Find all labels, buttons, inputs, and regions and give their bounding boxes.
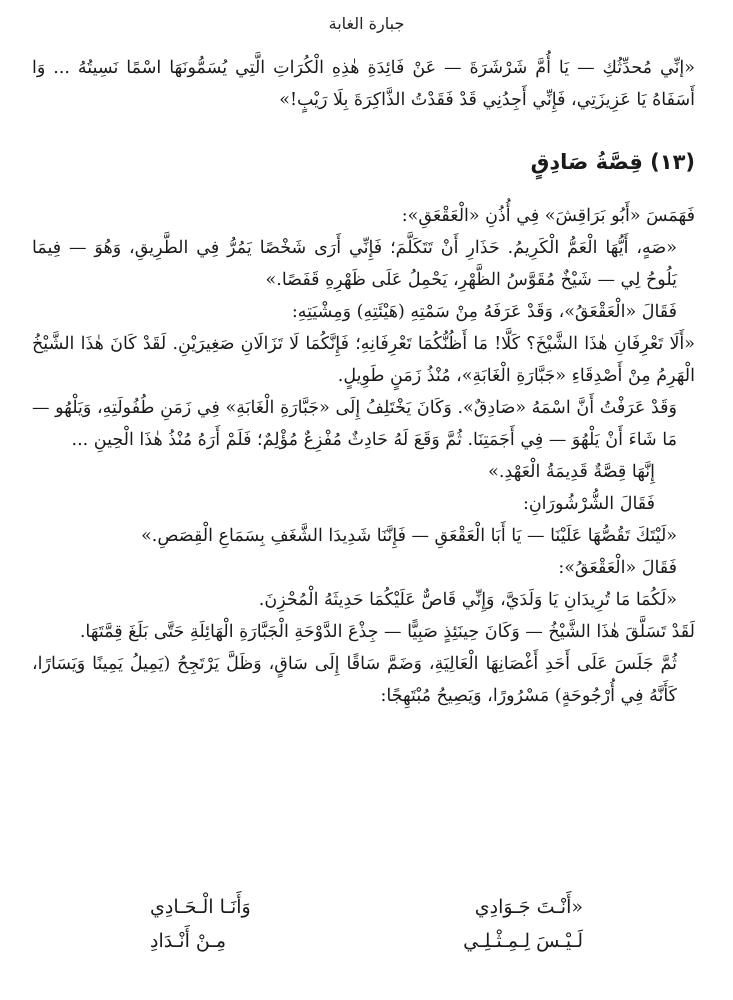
paragraph: «لَيْتَكَ تَقُصُّهَا عَلَيْنَا — يَا أَبَا الْعَقْعَقِ — فَإِنَّنَا شَدِيدَا الشَّغَفِ بِسَمَاعِ الْقِصَصِ.» [141, 526, 677, 546]
verse-line [150, 924, 583, 958]
chapter-title: (١٣) قِصَّةُ صَادِقٍ [530, 150, 695, 174]
paragraph: فَهَمَسَ «أَبُو بَرَاقِشَ» فِي أُذُنِ «الْعَقْعَقِ»: [401, 206, 695, 226]
paragraph: فَقَالَ «الْعَقْعَقُ»، وَقَدْ عَرَفَهُ مِنْ سَمْتِهِ (هَيْئَتِهِ) وَمِشْيَتِهِ: [291, 302, 677, 322]
paragraph: ثُمَّ جَلَسَ عَلَى أَحَدِ أَغْصَانِهَا الْعَالِيَةِ، وَضَمَّ سَاقًا إِلَى سَاقٍ، وَظَلَّ يَرْتَجِحُ (يَمِيلُ يَمِينًا وَيَسَارًا، كَأَنَّهُ فِي أُرْجُوحَةٍ) مَسْرُورًا، وَيَصِيحُ مُبْتَهِجًا: [32, 654, 677, 706]
running-header: جبارة الغابة [328, 14, 405, 33]
paragraph: «أَلَا تَعْرِفَانِ هٰذَا الشَّيْخَ؟ كَلَّا! مَا أَظُنُّكُمَا تَعْرِفَانِهِ؛ فَإِنَّكُمَا لَا تَزَالَانِ صَغِيرَيْنِ. لَقَدْ كَانَ هٰذَا الشَّيْخُ الْهَرِمُ مِنْ أَصْدِقَاءِ «جَبَّارَةِ الْغَابَةِ»، مُنْذُ زَمَنٍ طَوِيلٍ. [32, 334, 695, 386]
paragraph: «لَكُمَا مَا تُرِيدَانِ يَا وَلَدَيَّ، وَإِنِّي قَاصٌّ عَلَيْكُمَا حَدِيثَهُ الْمُحْزِنَ. [258, 590, 677, 610]
verse-hemistich-right: لَـيْـسَ لِـمِـثْـلِـي [463, 930, 583, 952]
verse-line [150, 890, 583, 924]
paragraph: وَقَدْ عَرَفْتُ أَنَّ اسْمَهُ «صَادِقٌ». وَكَانَ يَخْتَلِفُ إِلَى «جَبَّارَةِ الْغَابَةِ» فِي زَمَنِ طُفُولَتِهِ، وَيَلْهُو — مَا شَاءَ أَنْ يَلْهُوَ — فِي أَجَمَتِنَا. ثُمَّ وَقَعَ لَهُ حَادِثٌ مُفْزِعٌ مُؤْلِمٌ؛ فَلَمْ أَرَهُ مُنْذُ هٰذَا الْحِينِ ... [32, 398, 677, 450]
paragraph: فَقَالَ الشُّرْشُورَانِ: [522, 494, 655, 514]
verse-hemistich-left: وَأَنَـا الْـحَـادِي [150, 896, 251, 918]
paragraph: فَقَالَ «الْعَقْعَقُ»: [558, 558, 677, 578]
paragraph: إِنَّهَا قِصَّةٌ قَدِيمَةُ الْعَهْدِ.» [488, 462, 655, 482]
verse-hemistich-left: مِـنْ أَنْـدَادِ [150, 930, 227, 952]
paragraph: لَقَدْ تَسَلَّقَ هٰذَا الشَّيْخُ — وَكَانَ حِينَئِذٍ صَبِيًّا — جِذْعَ الدَّوْحَةِ الْجَبَّارَةِ الْهَائِلَةِ حَتَّى بَلَغَ قِمَّتَهَا. [79, 622, 695, 642]
body-text [32, 52, 695, 712]
paragraph-intro: «إنِّي مُحدِّثُكِ — يَا أُمَّ شَرْشَرَةَ — عَنْ فَائِدَةِ هٰذِهِ الْكُرَاتِ الَّتِي يُسَمُّونَهَا اسْمًا نَسِيتُهُ ... وَا أَسَفَاهُ يَا عَزِيزَتِي، فَإِنِّي أَجِدُنِي قَدْ فَقَدْتُ الذَّاكِرَةَ بِلَا رَيْبٍ!» [32, 58, 695, 110]
verse [150, 890, 583, 958]
paragraph: «صَهٍ، أَيُّهَا الْعَمُّ الْكَرِيمُ. حَذَارِ أَنْ تَتَكَلَّمَ؛ فَإِنِّي أَرَى شَخْصًا يَمُرُّ فِي الطَّرِيقِ، وَهُوَ — فِيمَا يَلُوحُ لِي — شَيْخٌ مُقَوَّسُ الظَّهْرِ، يَحْمِلُ عَلَى ظَهْرِهِ قَفَصًا.» [32, 238, 677, 290]
verse-hemistich-right: «أَنْـتَ جَـوَادِي [474, 896, 583, 918]
